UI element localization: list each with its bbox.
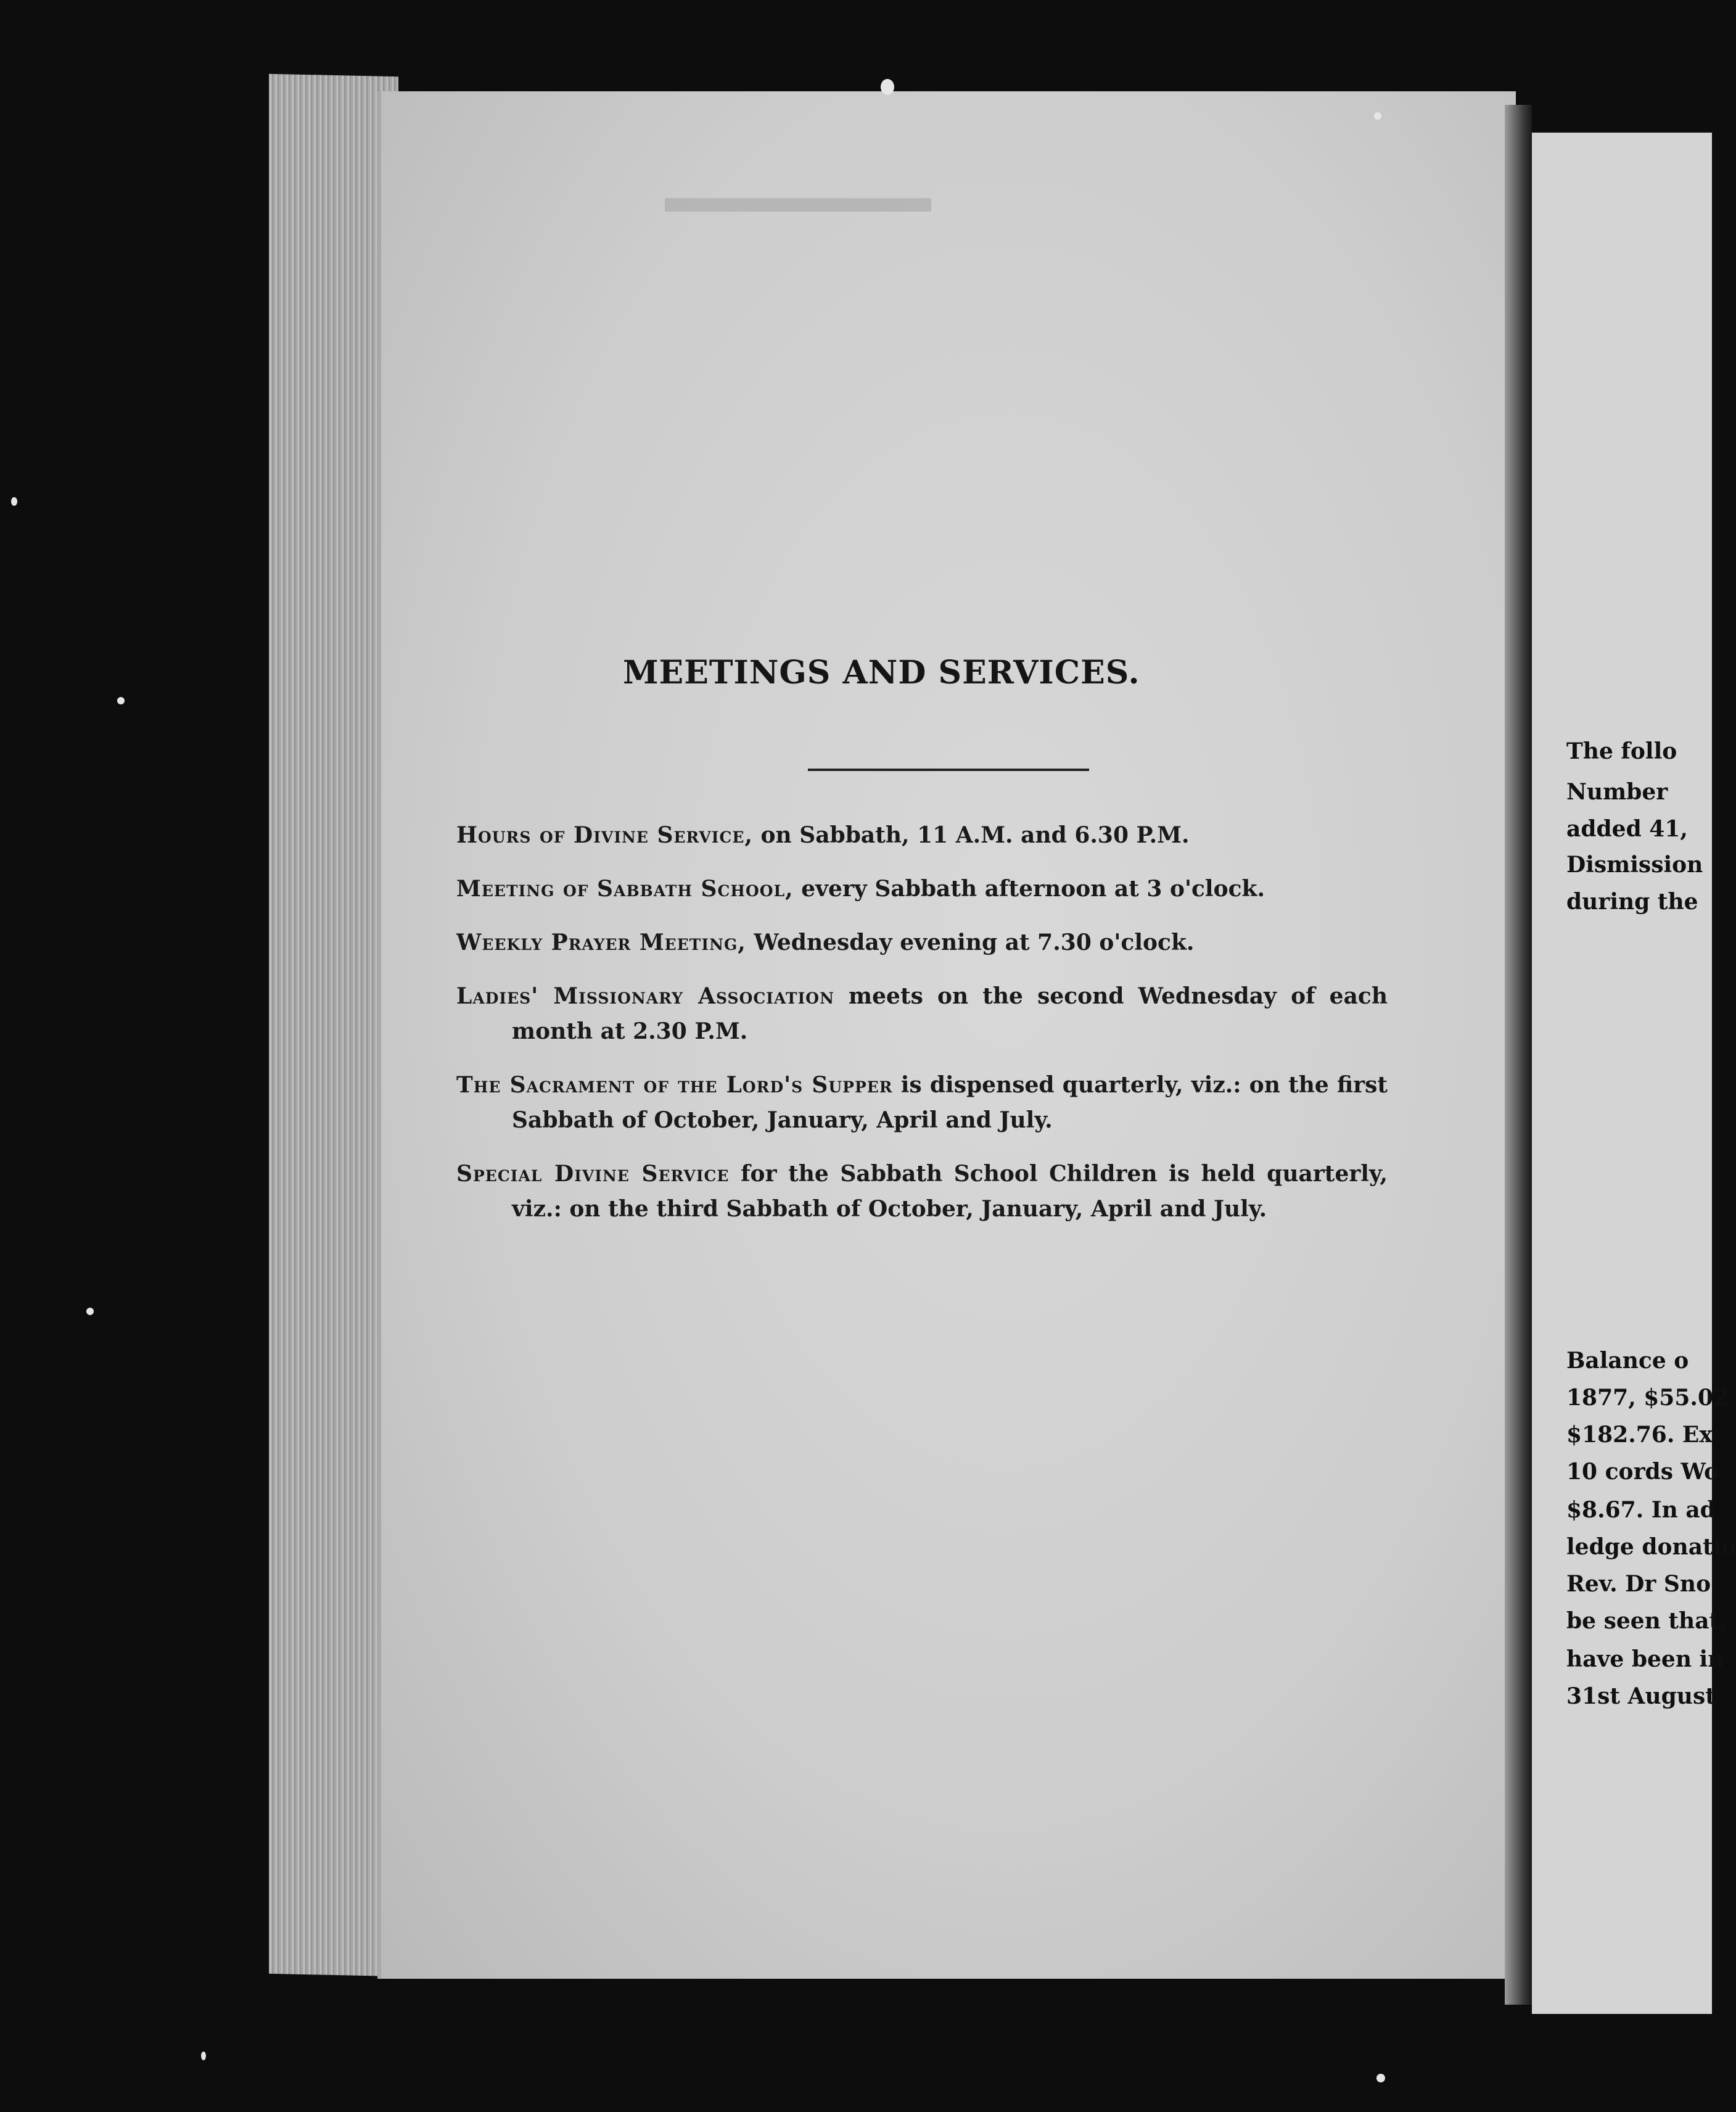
entry-lead: Weekly Prayer Meeting,: [456, 930, 746, 955]
dust-speck: [117, 697, 125, 704]
dust-speck: [1376, 2074, 1385, 2082]
dust-speck: [881, 79, 894, 95]
right-page-line: ledge donatio: [1566, 1534, 1736, 1560]
entry-lead: The Sacrament of the Lord's Supper: [456, 1072, 893, 1098]
right-page-line: $182.76. Ex: [1566, 1422, 1713, 1448]
entry-lead: Special Divine Service: [456, 1161, 730, 1187]
dust-speck: [201, 2052, 206, 2060]
services-list: [456, 818, 1388, 1245]
right-page-line: during the: [1566, 889, 1698, 915]
page-heading: MEETINGS AND SERVICES.: [623, 654, 1140, 691]
service-entry: [456, 818, 1388, 853]
entry-lead: Ladies' Missionary Association: [456, 983, 834, 1009]
entry-text: for the Sabbath School Children is held quarterly, viz.: on the third Sabbath of October, January, April and July.: [512, 1161, 1388, 1222]
entry-text: meets on the second Wednesday of each month at 2.30 P.M.: [512, 983, 1388, 1044]
book-gutter: [1505, 105, 1532, 2005]
entry-lead: Hours of Divine Service,: [456, 822, 753, 848]
right-page-line: Balance o: [1566, 1348, 1689, 1374]
right-page-line: have been in: [1566, 1646, 1724, 1672]
entry-text: is dispensed quarterly, viz.: on the first Sabbath of October, January, April and July.: [512, 1072, 1388, 1133]
dust-speck: [11, 497, 17, 506]
right-page-line: $8.67. In ad: [1566, 1497, 1716, 1523]
service-entry: [456, 872, 1388, 907]
entry-lead: Meeting of Sabbath School,: [456, 876, 794, 902]
right-page-line: be seen that,: [1566, 1608, 1727, 1634]
service-entry: [456, 979, 1388, 1049]
right-page-line: The follo: [1566, 738, 1677, 764]
right-page-line: 31st August: [1566, 1683, 1716, 1709]
dust-speck: [86, 1308, 94, 1315]
right-page-line: 1877, $55.02: [1566, 1385, 1729, 1411]
right-page-line: Number: [1566, 779, 1668, 805]
right-page-line: Rev. Dr Sno: [1566, 1571, 1711, 1597]
entry-text: on Sabbath, 11 A.M. and 6.30 P.M.: [752, 822, 1190, 848]
service-entry: [456, 1068, 1388, 1138]
bleed-through-title: ▬▬▬▬▬▬: [665, 172, 931, 221]
right-page-line: 10 cords Wo: [1566, 1459, 1719, 1485]
entry-text: Wednesday evening at 7.30 o'clock.: [746, 930, 1195, 955]
heading-rule: [808, 769, 1089, 771]
right-page-line: Dismission: [1566, 852, 1703, 878]
entry-text: every Sabbath afternoon at 3 o'clock.: [793, 876, 1265, 902]
dust-speck: [1374, 112, 1381, 120]
right-page-line: added 41,: [1566, 816, 1688, 842]
service-entry: [456, 1157, 1388, 1227]
right-page: [1532, 133, 1736, 2014]
service-entry: [456, 925, 1388, 960]
